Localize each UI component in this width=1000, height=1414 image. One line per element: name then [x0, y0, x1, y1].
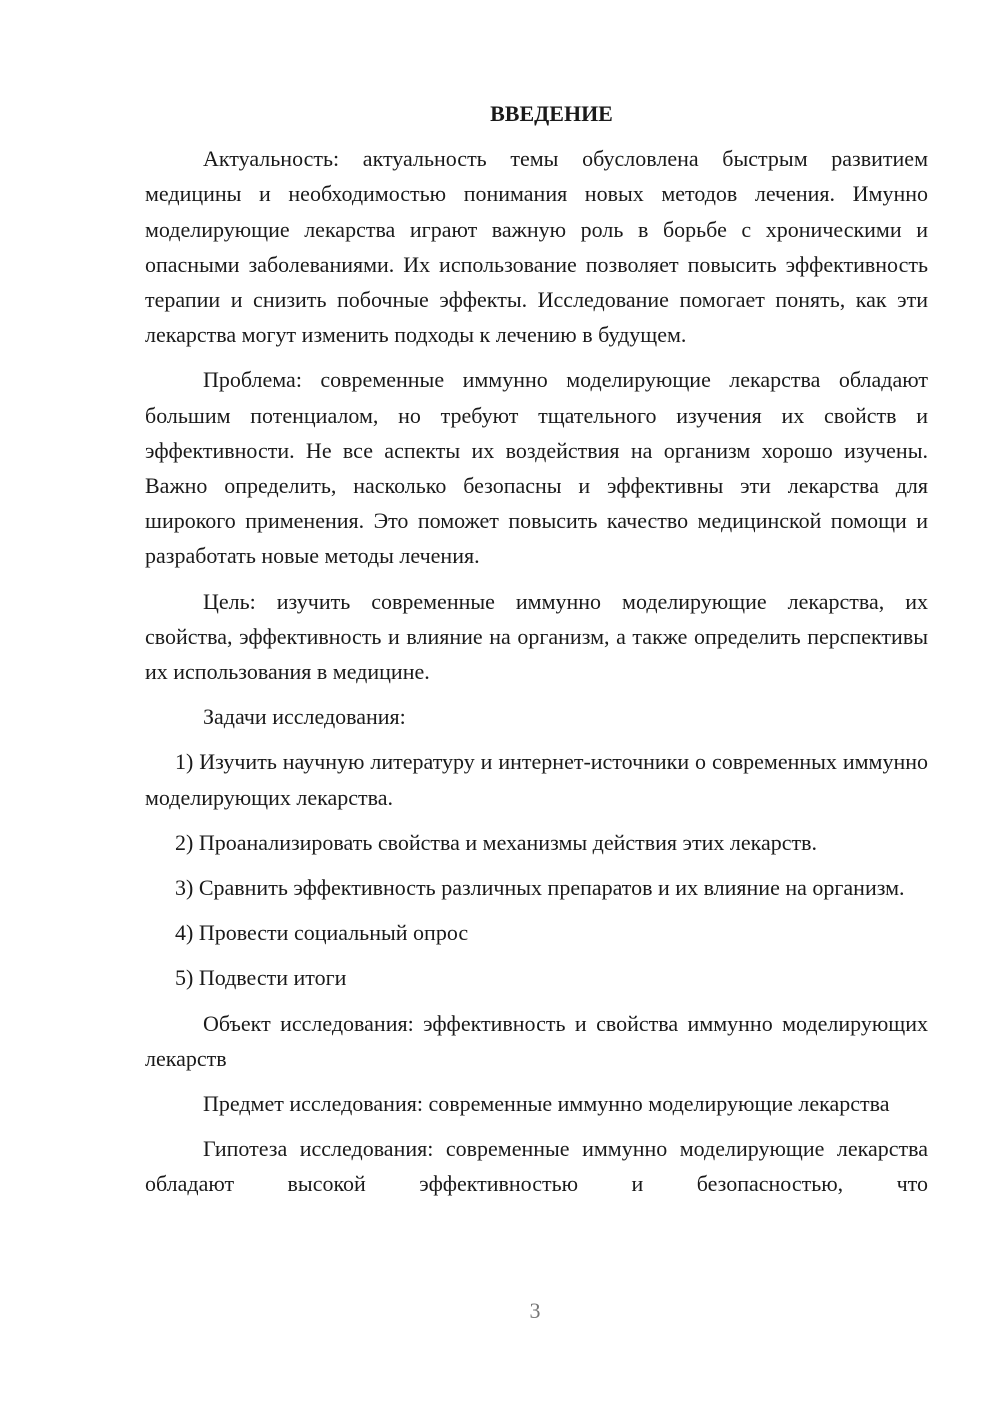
- object-paragraph: Объект исследования: эффективность и свойства иммунно моделирующих лекарств: [145, 1010, 928, 1071]
- goal-paragraph: Цель: изучить современные иммунно моделирующие лекарства, их свойства, эффективность и влияние на организм, а также определить перспективы их использования в медицине.: [145, 588, 928, 685]
- document-page: [145, 96, 928, 1212]
- tasks-title: Задачи исследования:: [203, 704, 406, 730]
- page-number: 3: [529, 1298, 541, 1323]
- problem-paragraph: Проблема: современные иммунно моделирующие лекарства обладают большим потенциалом, но требуют тщательного изучения их свойств и эффективности. Не все аспекты их воздействия на организм хорошо изучены. Важно определить, насколько безопасны и эффективны эти лекарства для широкого применения. Это поможет повысить качество медицинской помощи и разработать новые методы лечения.: [145, 367, 928, 569]
- hypothesis-paragraph: Гипотеза исследования: современные иммунно моделирующие лекарства обладают высокой эффективностью и безопасностью, что: [145, 1136, 928, 1197]
- task-item-2: 2) Проанализировать свойства и механизмы действия этих лекарств.: [175, 829, 818, 855]
- task-item-5: 5) Подвести итоги: [175, 965, 347, 991]
- section-heading: ВВЕДЕНИЕ: [490, 101, 613, 126]
- task-item-4: 4) Провести социальный опрос: [175, 920, 469, 946]
- task-item-3: 3) Сравнить эффективность различных препаратов и их влияние на организм.: [175, 875, 905, 901]
- subject-paragraph: Предмет исследования: современные иммунно моделирующие лекарства: [203, 1091, 890, 1117]
- relevance-paragraph: Актуальность: актуальность темы обусловлена быстрым развитием медицины и необходимостью понимания новых методов лечения. Имунно моделирующие лекарства играют важную роль в борьбе с хроническими и опасными заболеваниями. Их использование позволяет повысить эффективность терапии и снизить побочные эффекты. Исследование помогает понять, как эти лекарства могут изменить подходы к лечению в будущем.: [145, 146, 928, 348]
- task-item-1: 1) Изучить научную литературу и интернет-источники о современных иммунно моделирующих лекарства.: [145, 749, 928, 810]
